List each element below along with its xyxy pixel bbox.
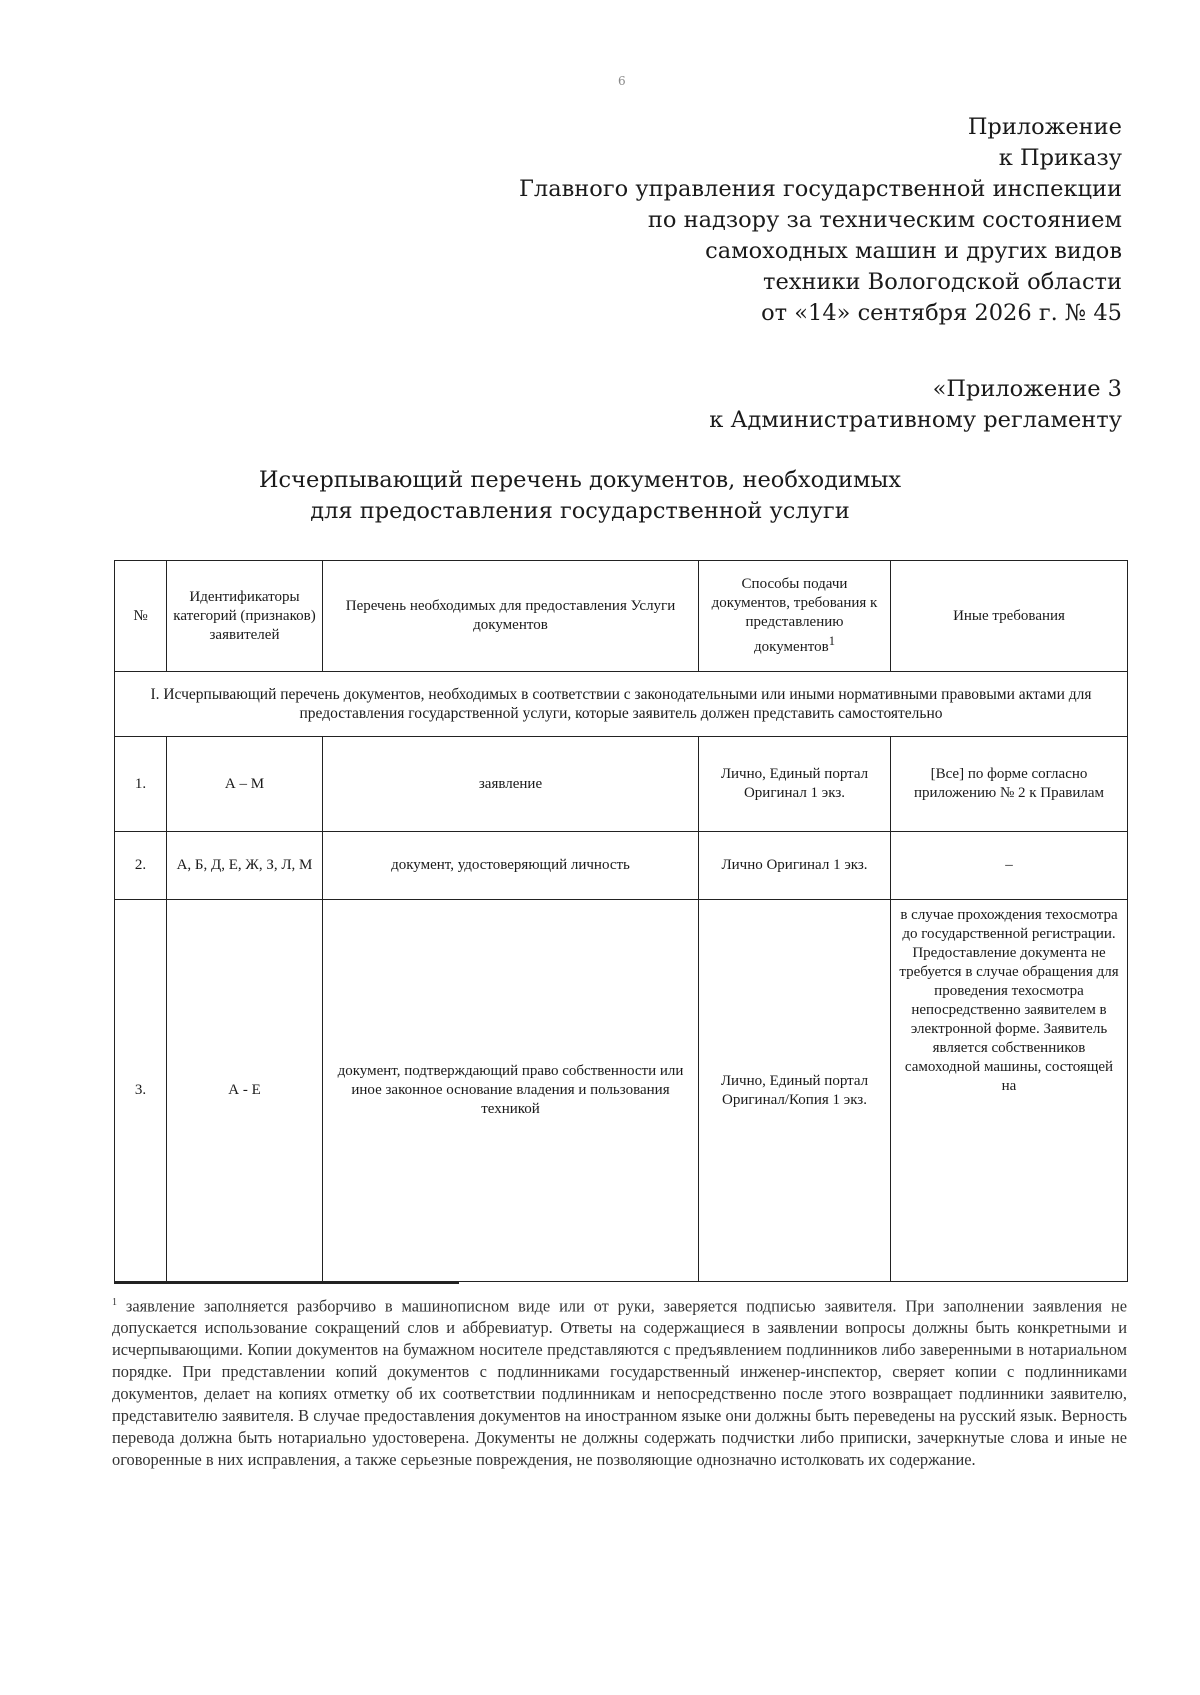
table-row <box>115 900 1128 1282</box>
annex-line: Главного управления государственной инспекции <box>519 176 1122 202</box>
header-applicant-ids: Идентификаторы категорий (признаков) заявителей <box>167 561 323 672</box>
regulation-annex-block <box>709 374 1122 436</box>
footnote-mark: 1 <box>112 1297 117 1308</box>
annex-line: к Приказу <box>998 145 1122 171</box>
cell-num: 2. <box>115 832 167 900</box>
header-methods-text: Способы подачи документов, требования к представлению документов <box>711 576 878 655</box>
footnote <box>112 1292 1127 1471</box>
cell-num: 3. <box>115 900 167 1282</box>
footnote-separator <box>114 1282 459 1284</box>
cell-document: документ, удостоверяющий личность <box>323 832 699 900</box>
table-row <box>115 832 1128 900</box>
cell-method: Лично, Единый портал Оригинал 1 экз. <box>699 737 891 832</box>
header-document-list: Перечень необходимых для предоставления Услуги документов <box>323 561 699 672</box>
footnote-ref: 1 <box>828 634 835 648</box>
annex-line: «Приложение 3 <box>932 376 1122 402</box>
cell-method: Лично, Единый портал Оригинал/Копия 1 экз. <box>699 900 891 1282</box>
cell-applicant-ids: А - Е <box>167 900 323 1282</box>
cell-num: 1. <box>115 737 167 832</box>
section-heading: I. Исчерпывающий перечень документов, необходимых в соответствии с законодательными или иными нормативными правовыми актами для предоставления государственной услуги, которые заявитель должен представить самостоятельно <box>115 672 1128 737</box>
title-line: Исчерпывающий перечень документов, необходимых <box>258 467 902 493</box>
annex-line: по надзору за техническим состоянием <box>647 207 1122 233</box>
annex-line: к Административному регламенту <box>709 407 1122 433</box>
cell-other: [Все] по форме согласно приложению № 2 к Правилам <box>891 737 1128 832</box>
cell-other: – <box>891 832 1128 900</box>
cell-document: документ, подтверждающий право собственности или иное законное основание владения и пользования техникой <box>323 900 699 1282</box>
annex-line: техники Вологодской области <box>763 269 1122 295</box>
header-other-requirements: Иные требования <box>891 561 1128 672</box>
cell-applicant-ids: А, Б, Д, Е, Ж, З, Л, М <box>167 832 323 900</box>
table-header-row <box>115 561 1128 672</box>
annex-line: самоходных машин и других видов <box>705 238 1122 264</box>
section-row <box>115 672 1128 737</box>
documents-table <box>114 560 1128 1282</box>
cell-document: заявление <box>323 737 699 832</box>
annex-line: Приложение <box>967 114 1122 140</box>
annex-block <box>519 112 1122 329</box>
document-title <box>160 465 1000 527</box>
title-line: для предоставления государственной услуги <box>310 498 850 524</box>
cell-applicant-ids: А – М <box>167 737 323 832</box>
table-row <box>115 737 1128 832</box>
annex-line: от «14» сентября 2026 г. № 45 <box>761 300 1122 326</box>
header-submission-methods <box>699 561 891 672</box>
cell-other: в случае прохождения техосмотра до государственной регистрации. Предоставление документа не требуется в случае обращения для проведения техосмотра непосредственно заявителем в электронной форме. Заявитель является собственников самоходной машины, состоящей на <box>891 900 1128 1282</box>
footnote-text: заявление заполняется разборчиво в машинописном виде или от руки, заверяется подписью заявителя. При заполнении заявления не допускается использование сокращений слов и аббревиатур. Ответы на содержащиеся в заявлении вопросы должны быть конкретными и исчерпывающими. Копии документов на бумажном носителе представляются с предъявлением подлинников либо заверенными в нотариальном порядке. При представлении копий документов с подлинниками государственный инженер-инспектор, сверяет копии с подлинниками документов, делает на копиях отметку об их соответствии подлинникам и непосредственно после этого возвращает подлинники заявителю, представителю заявителя. В случае предоставления документов на иностранном языке они должны быть переведены на русский язык. Верность перевода должна быть нотариально удостоверена. Документы не должны содержать подчистки либо приписки, зачеркнутые слова и иные не оговоренные в них исправления, а также серьезные повреждения, не позволяющие однозначно истолковать их содержание. <box>112 1296 1127 1470</box>
page-number: 6 <box>618 74 626 88</box>
header-num: № <box>115 561 167 672</box>
cell-method: Лично Оригинал 1 экз. <box>699 832 891 900</box>
